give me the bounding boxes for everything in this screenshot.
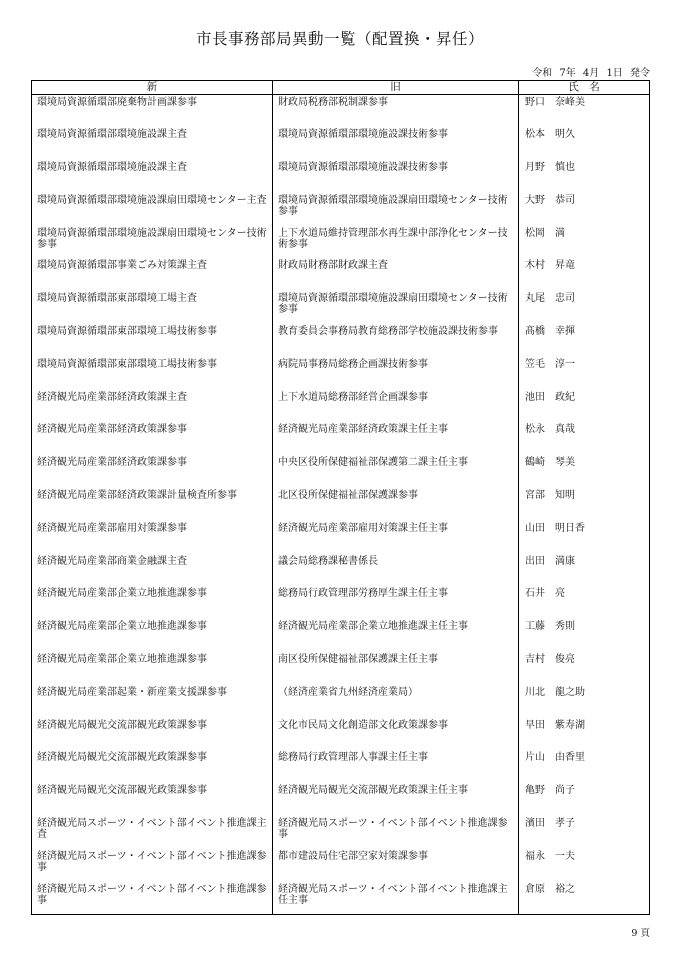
header-old: 旧 — [273, 81, 519, 95]
new-position-cell-text: 経済観光局スポーツ・イベント部イベント推進課主査 — [37, 818, 267, 841]
new-position-cell — [32, 718, 273, 751]
table-header-row — [32, 81, 650, 95]
new-position-cell-text: 経済観光局産業部経済政策課参事 — [37, 424, 187, 436]
table-row — [32, 783, 650, 816]
table-row — [32, 291, 650, 324]
person-name-cell-text: 髙橋 幸揮 — [525, 326, 575, 338]
table-row — [32, 488, 650, 521]
person-name-cell — [519, 619, 650, 652]
person-name-cell — [519, 685, 650, 718]
page-number: 9 頁 — [631, 928, 650, 939]
new-position-cell — [32, 291, 273, 324]
table-row — [32, 258, 650, 291]
old-position-cell — [273, 619, 519, 652]
new-position-cell — [32, 422, 273, 455]
table-row — [32, 390, 650, 423]
person-name-cell — [519, 127, 650, 160]
person-name-cell — [519, 521, 650, 554]
person-name-cell-text: 工藤 秀則 — [525, 621, 575, 633]
person-name-cell-text: 笠毛 淳一 — [525, 358, 575, 370]
new-position-cell-text: 経済観光局産業部企業立地推進課参事 — [37, 621, 207, 633]
table-row — [32, 193, 650, 226]
old-position-cell — [273, 849, 519, 882]
person-name-cell — [519, 160, 650, 193]
table-row — [32, 685, 650, 718]
new-position-cell — [32, 390, 273, 423]
table-row — [32, 750, 650, 783]
person-name-cell — [519, 783, 650, 816]
old-position-cell-text: 南区役所保健福祉部保護課主任主事 — [278, 654, 438, 666]
old-position-cell — [273, 95, 519, 128]
person-name-cell — [519, 554, 650, 587]
table-row — [32, 816, 650, 849]
new-position-cell — [32, 849, 273, 882]
table-row — [32, 160, 650, 193]
person-name-cell-text: 池田 政紀 — [525, 391, 575, 403]
old-position-cell-text: 経済観光局産業部企業立地推進課主任主事 — [278, 621, 468, 633]
person-name-cell-text: 早田 紫寿湖 — [525, 719, 585, 731]
person-name-cell — [519, 882, 650, 915]
new-position-cell — [32, 324, 273, 357]
old-position-cell — [273, 390, 519, 423]
header-new: 新 — [32, 81, 273, 95]
table-row — [32, 849, 650, 882]
new-position-cell-text: 経済観光局産業部企業立地推進課参事 — [37, 654, 207, 666]
old-position-cell-text: 総務局行政管理部労務厚生課主任主事 — [278, 588, 448, 600]
person-name-cell-text: 亀野 尚子 — [525, 785, 575, 797]
table-row — [32, 127, 650, 160]
person-name-cell-text: 松本 明久 — [525, 129, 575, 141]
person-name-cell-text: 松永 真哉 — [525, 424, 575, 436]
old-position-cell-text: 経済観光局観光交流部観光政策課主任主事 — [278, 785, 468, 797]
new-position-cell-text: 環境局資源循環部東部環境工場技術参事 — [37, 358, 217, 370]
new-position-cell-text: 環境局資源循環部環境施設課主査 — [37, 162, 187, 174]
new-position-cell — [32, 193, 273, 226]
new-position-cell — [32, 816, 273, 849]
old-position-cell-text: 経済観光局スポーツ・イベント部イベント推進課参事 — [278, 818, 508, 841]
old-position-cell — [273, 816, 519, 849]
new-position-cell — [32, 586, 273, 619]
person-name-cell — [519, 193, 650, 226]
table-row — [32, 521, 650, 554]
person-name-cell-text: 福永 一夫 — [525, 850, 575, 862]
new-position-cell — [32, 455, 273, 488]
person-name-cell-text: 出田 満康 — [525, 555, 575, 567]
old-position-cell-text: 上下水道局維持管理部水再生課中部浄化センター技術参事 — [278, 227, 508, 250]
person-name-cell — [519, 422, 650, 455]
new-position-cell-text: 経済観光局観光交流部観光政策課参事 — [37, 752, 207, 764]
person-name-cell — [519, 357, 650, 390]
new-position-cell-text: 経済観光局産業部商業金融課主査 — [37, 555, 187, 567]
old-position-cell-text: 経済観光局産業部経済政策課主任主事 — [278, 424, 448, 436]
table-row — [32, 554, 650, 587]
new-position-cell-text: 経済観光局観光交流部観光政策課参事 — [37, 719, 207, 731]
document-title: 市長事務部局異動一覧（配置換・昇任） — [195, 30, 484, 48]
old-position-cell-text: 経済観光局産業部雇用対策課主任主事 — [278, 522, 448, 534]
person-name-cell — [519, 586, 650, 619]
old-position-cell — [273, 455, 519, 488]
person-name-cell-text: 大野 恭司 — [525, 194, 575, 206]
old-position-cell — [273, 882, 519, 915]
person-name-cell-text: 丸尾 忠司 — [525, 293, 575, 305]
new-position-cell — [32, 258, 273, 291]
new-position-cell — [32, 127, 273, 160]
old-position-cell — [273, 750, 519, 783]
person-name-cell — [519, 849, 650, 882]
old-position-cell-text: 総務局行政管理部人事課主任主事 — [278, 752, 428, 764]
table-row — [32, 455, 650, 488]
header-name: 氏 名 — [519, 81, 650, 95]
new-position-cell — [32, 554, 273, 587]
old-position-cell — [273, 554, 519, 587]
person-name-cell — [519, 95, 650, 128]
new-position-cell-text: 環境局資源循環部廃棄物計画課参事 — [37, 97, 197, 108]
old-position-cell-text: 財政局税務部税制課参事 — [278, 97, 388, 108]
old-position-cell — [273, 422, 519, 455]
old-position-cell-text: 環境局資源循環部環境施設課技術参事 — [278, 162, 448, 174]
table-row — [32, 95, 650, 128]
new-position-cell-text: 環境局資源循環部東部環境工場技術参事 — [37, 326, 217, 338]
new-position-cell-text: 経済観光局スポーツ・イベント部イベント推進課参事 — [37, 883, 267, 906]
old-position-cell — [273, 160, 519, 193]
old-position-cell-text: 財政局財務部財政課主査 — [278, 260, 388, 272]
old-position-cell — [273, 226, 519, 259]
table-row — [32, 718, 650, 751]
old-position-cell — [273, 521, 519, 554]
person-name-cell-text: 倉原 裕之 — [525, 883, 575, 895]
person-name-cell — [519, 390, 650, 423]
new-position-cell-text: 経済観光局産業部起業・新産業支援課参事 — [37, 686, 227, 698]
old-position-cell-text: 上下水道局総務部経営企画課参事 — [278, 391, 428, 403]
new-position-cell-text: 経済観光局産業部企業立地推進課参事 — [37, 588, 207, 600]
table-row — [32, 882, 650, 915]
person-name-cell — [519, 750, 650, 783]
old-position-cell — [273, 718, 519, 751]
person-name-cell — [519, 291, 650, 324]
old-position-cell — [273, 357, 519, 390]
person-name-cell-text: 片山 由香里 — [525, 752, 585, 764]
new-position-cell-text: 環境局資源循環部環境施設課扇田環境センター主査 — [37, 194, 267, 206]
table-row — [32, 324, 650, 357]
new-position-cell — [32, 521, 273, 554]
new-position-cell-text: 経済観光局産業部経済政策課計量検査所参事 — [37, 490, 237, 502]
person-name-cell-text: 濱田 孝子 — [525, 818, 575, 830]
table-row — [32, 357, 650, 390]
person-name-cell-text: 石井 亮 — [525, 588, 565, 600]
table-row — [32, 586, 650, 619]
person-name-cell-text: 吉村 俊亮 — [525, 654, 575, 666]
old-position-cell — [273, 127, 519, 160]
person-name-cell — [519, 324, 650, 357]
new-position-cell-text: 経済観光局産業部経済政策課主査 — [37, 391, 187, 403]
old-position-cell-text: 議会局総務課秘書係長 — [278, 555, 378, 567]
person-name-cell-text: 宮部 知明 — [525, 490, 575, 502]
old-position-cell-text: 病院局事務局総務企画課技術参事 — [278, 358, 428, 370]
new-position-cell — [32, 750, 273, 783]
person-name-cell-text: 月野 慎也 — [525, 162, 575, 174]
new-position-cell — [32, 882, 273, 915]
old-position-cell — [273, 324, 519, 357]
old-position-cell-text: 環境局資源循環部環境施設課扇田環境センター技術参事 — [278, 194, 508, 217]
old-position-cell — [273, 586, 519, 619]
new-position-cell-text: 経済観光局産業部経済政策課参事 — [37, 457, 187, 469]
old-position-cell-text: 中央区役所保健福祉部保護第二課主任主事 — [278, 457, 468, 469]
person-name-cell — [519, 488, 650, 521]
old-position-cell-text: 環境局資源循環部環境施設課扇田環境センター技術参事 — [278, 293, 508, 316]
new-position-cell — [32, 488, 273, 521]
person-name-cell-text: 川北 龍之助 — [525, 686, 585, 698]
old-position-cell — [273, 193, 519, 226]
person-name-cell — [519, 652, 650, 685]
old-position-cell — [273, 685, 519, 718]
table-row — [32, 226, 650, 259]
person-name-cell — [519, 816, 650, 849]
new-position-cell — [32, 652, 273, 685]
old-position-cell — [273, 488, 519, 521]
table-body — [32, 95, 650, 915]
new-position-cell — [32, 357, 273, 390]
new-position-cell — [32, 685, 273, 718]
person-name-cell — [519, 226, 650, 259]
new-position-cell-text: 経済観光局観光交流部観光政策課参事 — [37, 785, 207, 797]
person-name-cell-text: 野口 奈峰美 — [525, 97, 585, 108]
new-position-cell-text: 経済観光局産業部雇用対策課参事 — [37, 522, 187, 534]
person-name-cell — [519, 455, 650, 488]
new-position-cell-text: 環境局資源循環部事業ごみ対策課主査 — [37, 260, 207, 272]
old-position-cell — [273, 783, 519, 816]
old-position-cell-text: 教育委員会事務局教育総務部学校施設課技術参事 — [278, 326, 498, 338]
person-name-cell — [519, 718, 650, 751]
old-position-cell-text: 経済観光局スポーツ・イベント部イベント推進課主任主事 — [278, 883, 508, 906]
new-position-cell-text: 環境局資源循環部環境施設課扇田環境センター技術参事 — [37, 227, 267, 250]
person-name-cell-text: 鶴崎 琴美 — [525, 457, 575, 469]
old-position-cell-text: （経済産業省九州経済産業局） — [278, 686, 418, 698]
table-row — [32, 619, 650, 652]
old-position-cell — [273, 291, 519, 324]
new-position-cell — [32, 619, 273, 652]
old-position-cell-text: 北区役所保健福祉部保護課参事 — [278, 490, 418, 502]
new-position-cell — [32, 95, 273, 128]
personnel-transfer-table — [31, 80, 650, 915]
issue-date: 令和 7年 4月 1日 発令 — [532, 68, 650, 79]
old-position-cell-text: 環境局資源循環部環境施設課技術参事 — [278, 129, 448, 141]
new-position-cell-text: 経済観光局スポーツ・イベント部イベント推進課参事 — [37, 850, 267, 873]
person-name-cell — [519, 258, 650, 291]
old-position-cell — [273, 652, 519, 685]
table-row — [32, 652, 650, 685]
old-position-cell-text: 文化市民局文化創造部文化政策課参事 — [278, 719, 448, 731]
person-name-cell-text: 木村 昇竜 — [525, 260, 575, 272]
new-position-cell-text: 環境局資源循環部環境施設課主査 — [37, 129, 187, 141]
old-position-cell — [273, 258, 519, 291]
old-position-cell-text: 都市建設局住宅部空家対策課参事 — [278, 850, 428, 862]
new-position-cell — [32, 783, 273, 816]
table-row — [32, 422, 650, 455]
person-name-cell-text: 山田 明日香 — [525, 522, 585, 534]
new-position-cell — [32, 226, 273, 259]
new-position-cell — [32, 160, 273, 193]
new-position-cell-text: 環境局資源循環部東部環境工場主査 — [37, 293, 197, 305]
person-name-cell-text: 松岡 満 — [525, 227, 565, 239]
